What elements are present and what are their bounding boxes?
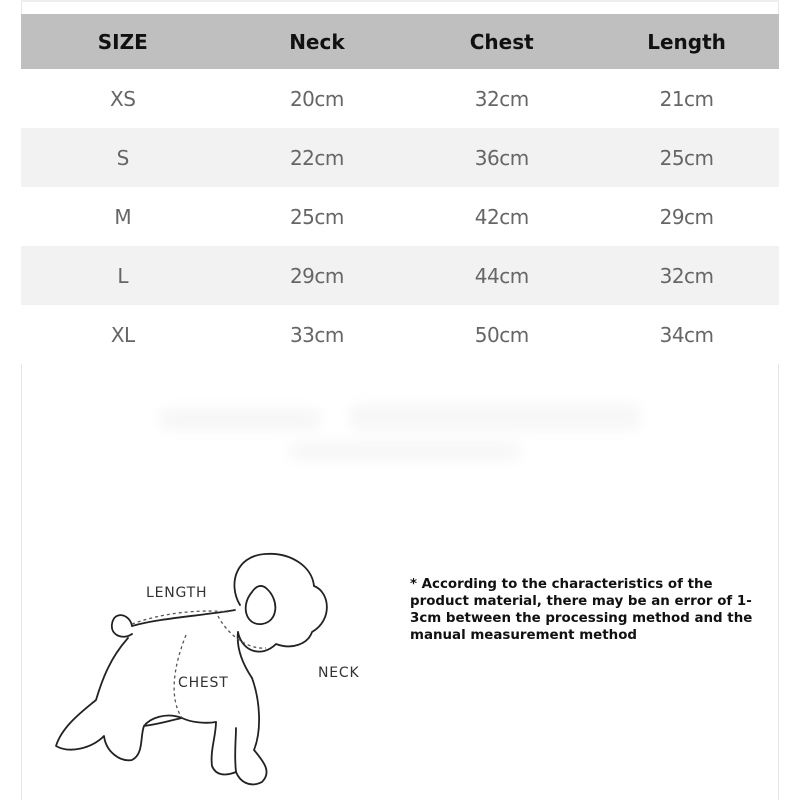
table-row [21,69,779,128]
header-chest: Chest [469,29,534,54]
size-cell: XS [110,86,136,111]
chest-cell: 42cm [474,204,529,229]
table-row [21,128,779,187]
size-cell: S [116,145,129,170]
neck-cell: 20cm [289,86,344,111]
length-cell: 21cm [659,86,714,111]
neck-cell: 29cm [289,263,344,288]
neck-label: NECK [318,665,360,681]
table-row [21,305,779,364]
chest-cell: 50cm [474,322,529,347]
length-cell: 32cm [659,263,714,288]
chest-label: CHEST [178,675,229,691]
size-chart-table [21,14,779,364]
dog-tail-outline [112,615,132,637]
dog-inner-leg-outline [235,728,236,772]
table-row [21,246,779,305]
chest-cell: 32cm [474,86,529,111]
length-label: LENGTH [146,585,208,601]
header-neck: Neck [289,29,345,54]
faded-background-shape [150,400,650,470]
header-size: SIZE [97,29,148,54]
dog-ear-outline [246,586,276,624]
dog-rear-outline [56,638,182,760]
size-cell: XL [110,322,135,347]
neck-cell: 22cm [289,145,344,170]
length-cell: 25cm [659,145,714,170]
size-cell: M [114,204,132,229]
length-cell: 34cm [659,322,714,347]
neck-cell: 25cm [289,204,344,229]
neck-cell: 33cm [289,322,344,347]
chest-cell: 36cm [474,145,529,170]
dog-head-outline [234,554,326,652]
table-header-row [21,14,779,69]
dog-front-legs-outline [212,678,267,784]
header-length: Length [647,29,726,54]
measurement-error-note: * According to the characteristics of the product material, there may be an error of 1-3cm between the processing method and the manual measurement method [410,577,753,643]
table-row [21,187,779,246]
dog-belly-outline [182,718,216,723]
chest-cell: 44cm [474,263,529,288]
length-cell: 29cm [659,204,714,229]
top-divider [21,0,779,2]
size-cell: L [117,263,129,288]
